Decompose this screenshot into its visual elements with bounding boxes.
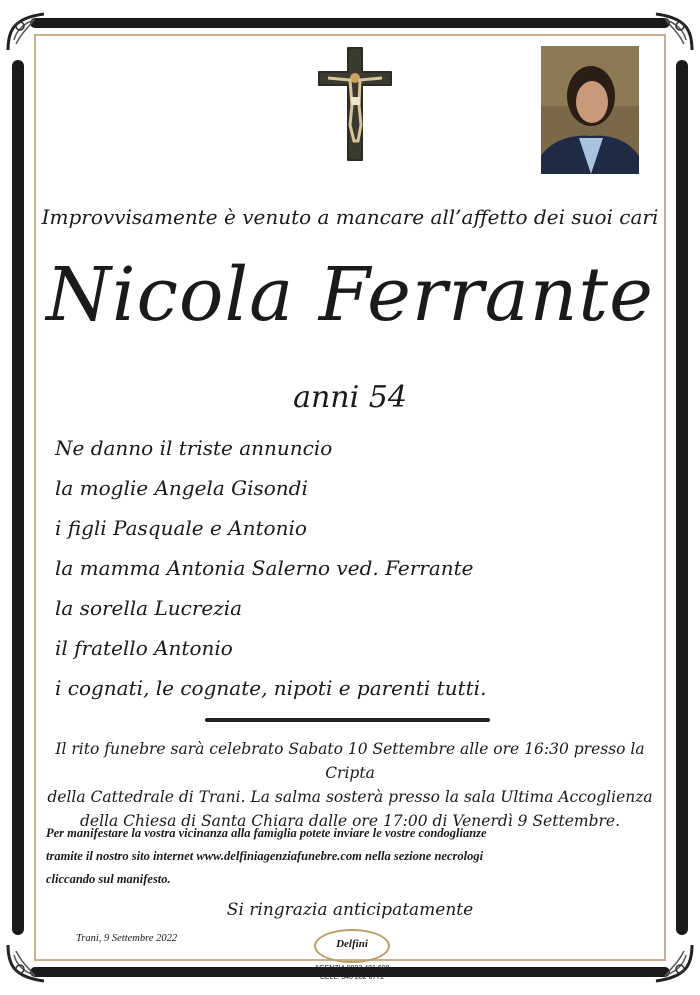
note-line: tramite il nostro sito internet www.delfiniagenziafunebre.com nella sezione necrologi [46,849,484,863]
frame-right-bar [676,60,688,935]
divider-line [205,718,490,722]
note-line: Per manifestare la vostra vicinanza alla famiglia potete inviare le vostre condoglianze [46,826,487,840]
family-line: la sorella Lucrezia [55,596,243,620]
family-line: i figli Pasquale e Antonio [55,516,307,540]
ornament-corner-icon [4,941,48,985]
note-line: cliccando sul manifesto. [46,872,171,886]
ornament-corner-icon [652,941,696,985]
agency-logo [300,929,404,985]
frame-left-bar [12,60,24,935]
funeral-line: della Cattedrale di Trani. La salma sosterà presso la sala Ultima Accoglienza [47,788,653,806]
thanks-text: Si ringrazia anticipatamente [226,900,474,920]
place-date: Trani, 9 Settembre 2022 [76,933,178,944]
family-line: la moglie Angela Gisondi [55,476,308,500]
frame-top-bar [30,18,670,28]
intro-text: Improvvisamente è venuto a mancare all’affetto dei suoi cari [41,205,659,229]
family-line: la mamma Antonia Salerno ved. Ferrante [55,556,474,580]
crucifix-icon [316,45,394,163]
deceased-age: anni 54 [293,380,407,415]
ornament-corner-icon [4,10,48,54]
funeral-line: Il rito funebre sarà celebrato Sabato 10 Settembre alle ore 16:30 presso la Cripta [55,740,645,782]
family-line: Ne danno il triste annuncio [55,436,333,460]
funeral-line: della Chiesa di Santa Chiara dalle ore 17:00 di Venerdì 9 Settembre. [79,812,620,830]
funeral-info [30,737,670,833]
deceased-name: Nicola Ferrante [46,252,654,338]
agency-cell: CELL. 340 282 6772 [319,974,385,981]
logo-name: Delfini [336,938,368,950]
family-line: i cognati, le cognate, nipoti e parenti tutti. [55,676,487,700]
family-list [55,432,655,712]
ornament-corner-icon [652,10,696,54]
agency-phone: AGENZIA 0883 481 608 [314,965,390,972]
portrait-photo [541,46,639,174]
family-line: il fratello Antonio [55,636,233,660]
condolence-note [46,822,666,891]
